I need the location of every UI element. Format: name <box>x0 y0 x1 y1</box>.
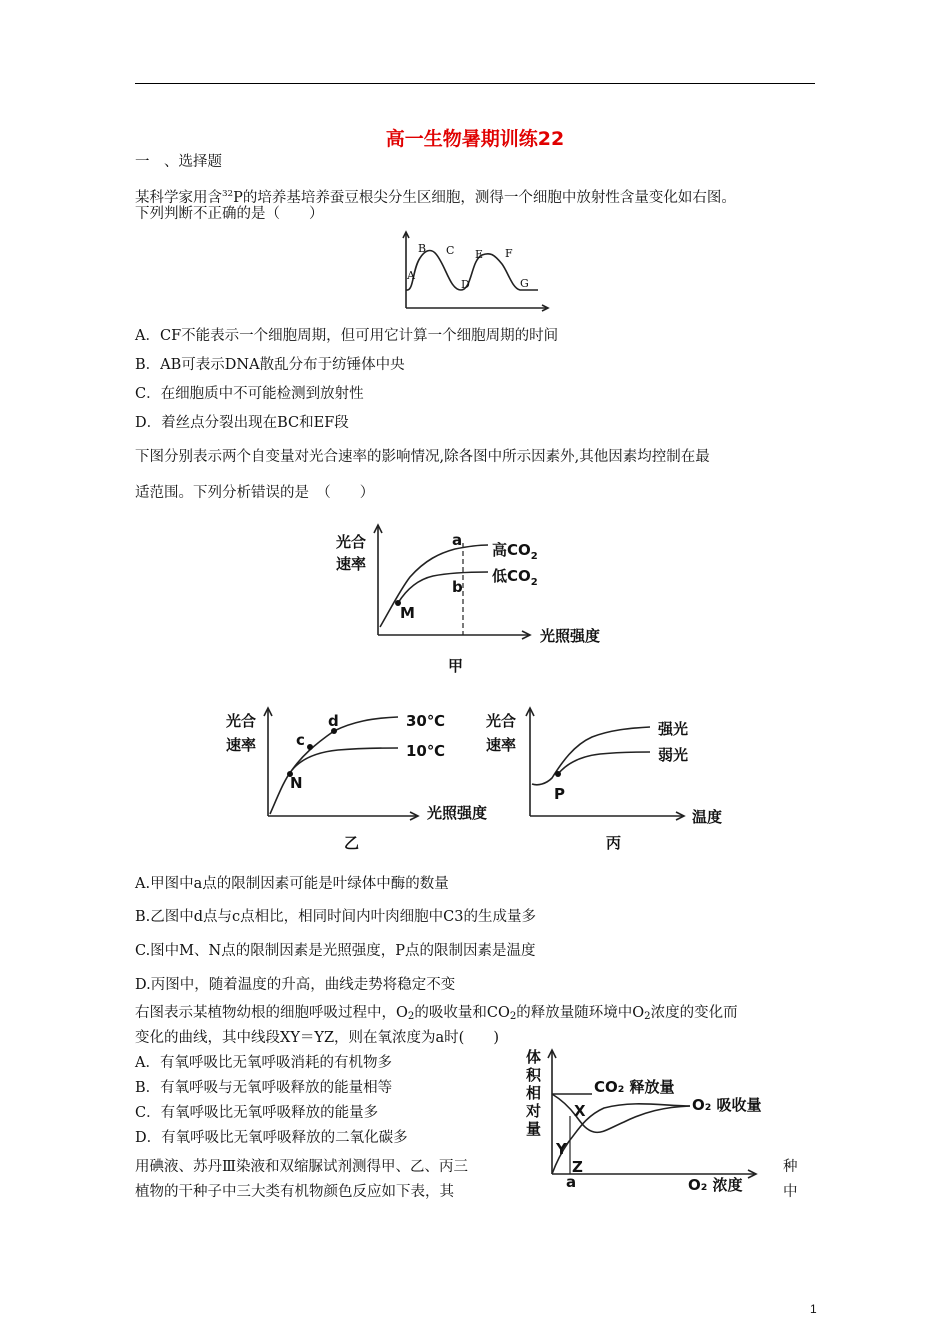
jia-low-co2-curve <box>398 572 488 603</box>
q3-respiration-graph <box>524 1044 780 1196</box>
fig-bing <box>482 700 742 860</box>
q2-stem-line1: 下图分别表示两个自变量对光合速率的影响情况,除各图中所示因素外,其他因素均控制在最 <box>135 449 710 465</box>
yi-xlabel: 光照强度 <box>427 804 488 822</box>
bing-ylabel-2: 速率 <box>486 736 517 754</box>
q1-point-F: F <box>505 247 513 260</box>
yi-point-d: d <box>328 712 339 730</box>
q1-radioactivity-graph <box>398 228 554 316</box>
q1-point-G: G <box>520 277 529 290</box>
yi-caption: 乙 <box>344 834 360 852</box>
jia-high-co2-label: 高$CO_2$ <box>492 541 538 562</box>
q2-option-a: A.甲图中a点的限制因素可能是叶绿体中酶的数量 <box>135 876 449 892</box>
yi-point-c: c <box>296 731 305 749</box>
q3-option-d: D．有氧呼吸比无氧呼吸释放的二氧化碳多 <box>135 1130 408 1146</box>
q4-line2: 植物的干种子中三大类有机物颜色反应如下表，其 <box>135 1184 454 1200</box>
jia-xlabel: 光照强度 <box>540 627 601 645</box>
q3-xlabel: O₂ 浓度 <box>688 1176 743 1194</box>
q3-stem-line1: 右图表示某植物幼根的细胞呼吸过程中，$O_2$的吸收量和$CO_2$的释放量随环境中$O_2$浓度的变化而 <box>135 1005 738 1022</box>
q1-option-d: D．着丝点分裂出现在BC和EF段 <box>135 415 349 431</box>
jia-ylabel-1: 光合 <box>336 533 367 551</box>
fig-yi <box>222 700 512 860</box>
yi-point-N: N <box>290 774 303 792</box>
q3-co2-label: CO₂ 释放量 <box>594 1078 675 1096</box>
bing-weak-curve <box>558 752 650 774</box>
section-heading: 一 、选择题 <box>135 154 222 170</box>
bing-ylabel-1: 光合 <box>486 712 517 730</box>
jia-point-b: b <box>452 578 463 596</box>
q1-point-E: E <box>475 248 484 261</box>
yi-30-label: 30℃ <box>406 712 446 730</box>
q3-co2-curve <box>552 1094 690 1132</box>
q3-ylabel-5: 量 <box>526 1120 542 1138</box>
bing-strong-label: 强光 <box>658 720 689 738</box>
q3-o2-label: O₂ 吸收量 <box>692 1096 762 1114</box>
yi-10-label: 10℃ <box>406 742 446 760</box>
q1-option-a: A．CF不能表示一个细胞周期，但可用它计算一个细胞周期的时间 <box>135 328 559 344</box>
jia-point-a: a <box>452 531 463 549</box>
q1-point-D: D <box>461 278 470 291</box>
jia-high-co2-curve <box>380 545 488 627</box>
q3-point-X: X <box>574 1102 586 1120</box>
q2-option-d: D.丙图中，随着温度的升高，曲线走势将稳定不变 <box>135 977 456 993</box>
q3-ylabel-4: 对 <box>526 1102 542 1120</box>
q4-line1: 用碘液、苏丹Ⅲ染液和双缩脲试剂测得甲、乙、丙三 <box>135 1159 468 1175</box>
bing-xlabel: 温度 <box>692 808 723 826</box>
q3-ylabel-3: 相 <box>526 1084 542 1102</box>
page-title: 高一生物暑期训练22 <box>385 128 565 150</box>
q1-point-B: B <box>418 242 427 255</box>
q1-point-C: C <box>446 244 455 257</box>
q1-curve <box>406 251 538 291</box>
jia-ylabel-2: 速率 <box>336 555 367 573</box>
jia-point-M: M <box>400 604 415 622</box>
q4-line1-end: 种 <box>783 1159 798 1175</box>
q1-stem-line1: 某科学家用含$^{32}$P的培养基培养蚕豆根尖分生区细胞，测得一个细胞中放射性含量变化如右图。 <box>135 189 736 206</box>
q1-option-b: B．AB可表示DNA散乱分布于纺锤体中央 <box>135 357 405 373</box>
q2-option-c: C.图中M、N点的限制因素是光照强度，P点的限制因素是温度 <box>135 943 536 959</box>
header-rule <box>135 83 815 84</box>
q3-ylabel-1: 体 <box>526 1048 542 1066</box>
q3-ylabel-2: 积 <box>526 1066 542 1084</box>
q3-option-c: C．有氧呼吸比无氧呼吸释放的能量多 <box>135 1105 379 1121</box>
q3-option-a: A．有氧呼吸比无氧呼吸消耗的有机物多 <box>135 1055 392 1071</box>
bing-point-P-dot <box>555 771 561 777</box>
yi-point-c-dot <box>307 744 313 750</box>
bing-weak-label: 弱光 <box>658 746 689 764</box>
q3-point-a: a <box>566 1173 577 1191</box>
q3-point-Z: Z <box>572 1158 583 1176</box>
fig-jia <box>330 515 620 680</box>
bing-caption: 丙 <box>606 834 622 852</box>
q4-line2-end: 中 <box>783 1184 798 1200</box>
yi-ylabel-1: 光合 <box>226 712 257 730</box>
jia-low-co2-label: 低$CO_2$ <box>492 567 538 588</box>
jia-caption: 甲 <box>448 657 464 675</box>
q2-option-b: B.乙图中d点与c点相比，相同时间内叶肉细胞中C3的生成量多 <box>135 909 536 925</box>
q3-stem-line2: 变化的曲线，其中线段XY＝YZ，则在氧浓度为a时( ) <box>135 1030 499 1046</box>
q1-point-A: A <box>407 269 415 282</box>
page-number: 1 <box>810 1302 817 1316</box>
q1-stem-line2: 下列判断不正确的是（ ） <box>135 206 324 222</box>
q1-option-c: C．在细胞质中不可能检测到放射性 <box>135 386 364 402</box>
yi-ylabel-2: 速率 <box>226 736 257 754</box>
q3-point-Y: Y <box>556 1140 567 1158</box>
q3-option-b: B．有氧呼吸与无氧呼吸释放的能量相等 <box>135 1080 393 1096</box>
q2-stem-line2: 适范围。下列分析错误的是 （ ） <box>135 485 375 501</box>
bing-point-P: P <box>554 785 565 803</box>
